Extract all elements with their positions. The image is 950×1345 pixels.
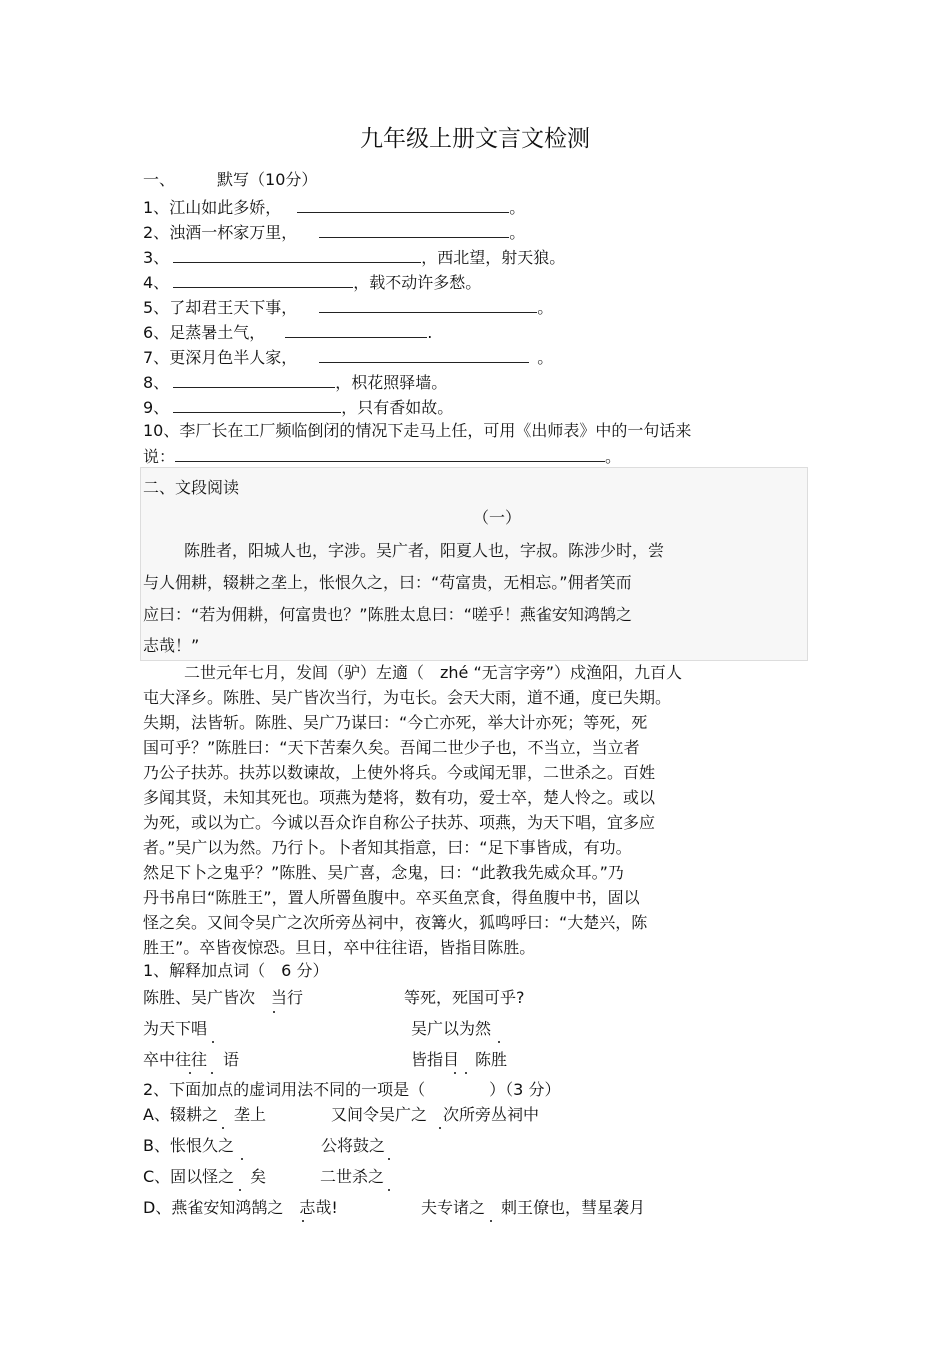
emphasis-dot — [302, 1220, 304, 1222]
emphasis-dot — [465, 1072, 467, 1074]
item-suffix: 。 — [537, 298, 554, 317]
item-suffix: 。 — [605, 447, 622, 466]
item-number: 7、 — [143, 348, 170, 367]
item-suffix: 。 — [509, 223, 526, 242]
q2-option-c-left: C、固以怪之 矣 — [143, 1167, 267, 1186]
q2-option-a-right: 又间令吴广之 次所旁丛祠中 — [331, 1105, 540, 1124]
section2-heading: 二、文段阅读 — [143, 478, 240, 497]
section1-heading — [143, 172, 317, 188]
passage2-line: 丹书帛曰“陈胜王”，置人所罾鱼腹中。卒买鱼烹食，得鱼腹中书，固以 — [143, 888, 640, 907]
emphasis-dot — [273, 1011, 275, 1013]
emphasis-dot — [388, 1158, 390, 1160]
fill-item-6 — [143, 323, 432, 341]
item-prefix: 浊酒一杯家万里， — [169, 223, 298, 242]
answer-blank[interactable] — [175, 447, 605, 462]
answer-blank[interactable] — [173, 248, 421, 263]
item-prefix: 说： — [143, 447, 176, 466]
answer-blank[interactable] — [319, 223, 509, 238]
passage2-line: 屯大泽乡。陈胜、吴广皆次当行，为屯长。会天大雨，道不通，度已失期。 — [143, 688, 672, 707]
item-suffix: ，只有香如故。 — [341, 398, 454, 417]
item-suffix: ，西北望，射天狼。 — [421, 248, 566, 267]
q1-term: 陈胜、吴广皆次 当行 — [143, 988, 304, 1007]
passage2-line: 二世元年七月，发闾（驴）左適（ zhé “无言字旁”）戍渔阳，九百人 — [184, 663, 683, 682]
emphasis-dot — [454, 1072, 456, 1074]
q1-term: 卒中往往 语 — [143, 1050, 240, 1069]
passage1-line: 应曰：“若为佣耕，何富贵也？”陈胜太息曰：“嗟乎！燕雀安知鸿鹄之 — [143, 605, 632, 624]
answer-blank[interactable] — [285, 323, 427, 338]
emphasis-dot — [211, 1072, 213, 1074]
item-number: 1、 — [143, 198, 170, 217]
fill-item-10-line1: 10、李厂长在工厂频临倒闭的情况下走马上任，可用《出师表》中的一句话来 — [143, 421, 692, 440]
item-suffix: ，枳花照驿墙。 — [335, 373, 448, 392]
reading-passage-box — [140, 467, 808, 661]
passage-subheading: （一） — [473, 508, 522, 527]
question-1: 1、解释加点词（ 6 分） — [143, 961, 329, 980]
item-suffix: 。 — [537, 348, 554, 367]
passage2-line: 为死，或以为亡。今诚以吾众诈自称公子扶苏、项燕，为天下唱，宜多应 — [143, 813, 656, 832]
answer-blank[interactable] — [319, 298, 537, 313]
passage1-line: 志哉！” — [143, 636, 200, 655]
emphasis-dot — [498, 1041, 500, 1043]
item-suffix: 。 — [509, 198, 526, 217]
answer-blank[interactable] — [297, 198, 509, 213]
q2-option-c-right: 二世杀之 — [320, 1167, 385, 1186]
fill-item-10-line2 — [143, 447, 621, 465]
fill-item-7 — [143, 348, 553, 366]
passage1-line: 与人佣耕，辍耕之垄上，怅恨久之，曰：“苟富贵，无相忘。”佣者笑而 — [143, 573, 632, 592]
q2-option-b-right: 公将鼓之 — [321, 1136, 386, 1155]
section1-number: 一、 — [143, 170, 176, 189]
page-title: 九年级上册文言文检测 — [360, 126, 590, 152]
passage2-line: 怪之矣。又间令吴广之次所旁丛祠中，夜篝火，狐鸣呼曰：“大楚兴，陈 — [143, 913, 648, 932]
q2-option-a-left: A、辍耕之 垄上 — [143, 1105, 266, 1124]
fill-item-8 — [143, 373, 447, 391]
q1-term: 吴广以为然 — [411, 1019, 492, 1038]
q2-option-d-left: D、燕雀安知鸿鹄之 志哉! — [143, 1198, 338, 1217]
passage2-line: 胜王”。卒皆夜惊恐。旦日，卒中往往语，皆指目陈胜。 — [143, 938, 536, 957]
item-suffix: . — [427, 323, 433, 342]
passage2-line: 者。”吴广以为然。乃行卜。卜者知其指意，曰：“足下事皆成，有功。 — [143, 838, 632, 857]
answer-blank[interactable] — [173, 273, 353, 288]
fill-item-2 — [143, 223, 525, 241]
q1-term: 为天下唱 — [143, 1019, 208, 1038]
section1-heading-text: 默写（10分） — [217, 170, 318, 189]
item-number: 5、 — [143, 298, 170, 317]
fill-item-4 — [143, 273, 481, 291]
item-prefix: 更深月色半人家， — [169, 348, 298, 367]
fill-item-5 — [143, 298, 553, 316]
item-number: 3、 — [143, 248, 170, 267]
fill-item-3 — [143, 248, 565, 266]
emphasis-dot — [439, 1127, 441, 1129]
q1-term: 皆指目 陈胜 — [411, 1050, 508, 1069]
item-prefix: 了却君王天下事， — [169, 298, 298, 317]
passage1-line: 陈胜者，阳城人也，字涉。吴广者，阳夏人也，字叔。陈涉少时，尝 — [184, 541, 665, 560]
item-number: 4、 — [143, 273, 170, 292]
item-number: 2、 — [143, 223, 170, 242]
item-number: 8、 — [143, 373, 170, 392]
emphasis-dot — [212, 1041, 214, 1043]
item-number: 6、 — [143, 323, 170, 342]
item-prefix: 足蒸暑土气， — [169, 323, 266, 342]
q2-option-d-right: 夫专诸之 刺王僚也，彗星袭月 — [421, 1198, 646, 1217]
passage2-line: 多闻其贤，未知其死也。项燕为楚将，数有功，爱士卒，楚人怜之。或以 — [143, 788, 656, 807]
passage2-line: 国可乎？”陈胜曰：“天下苦秦久矣。吾闻二世少子也，不当立，当立者 — [143, 738, 640, 757]
passage2-line: 乃公子扶苏。扶苏以数谏故，上使外将兵。今或闻无罪，二世杀之。百姓 — [143, 763, 656, 782]
question-2: 2、下面加点的虚词用法不同的一项是（ ）（3 分） — [143, 1080, 561, 1099]
item-suffix: ，载不动许多愁。 — [353, 273, 482, 292]
emphasis-dot — [222, 1127, 224, 1129]
emphasis-dot — [490, 1220, 492, 1222]
emphasis-dot — [241, 1158, 243, 1160]
answer-blank[interactable] — [173, 373, 335, 388]
answer-blank[interactable] — [319, 348, 529, 363]
fill-item-1 — [143, 198, 525, 216]
item-number: 9、 — [143, 398, 170, 417]
emphasis-dot — [388, 1189, 390, 1191]
emphasis-dot — [239, 1189, 241, 1191]
passage2-line: 然足下卜之鬼乎？”陈胜、吴广喜，念鬼，曰：“此教我先威众耳。”乃 — [143, 863, 624, 882]
q1-term: 等死，死国可乎? — [404, 988, 525, 1007]
emphasis-dot — [189, 1072, 191, 1074]
passage2-line: 失期，法皆斩。陈胜、吴广乃谋曰：“今亡亦死，举大计亦死；等死，死 — [143, 713, 648, 732]
fill-item-9 — [143, 398, 453, 416]
answer-blank[interactable] — [173, 398, 341, 413]
item-prefix: 江山如此多娇， — [169, 198, 282, 217]
q2-option-b-left: B、怅恨久之 — [143, 1136, 234, 1155]
